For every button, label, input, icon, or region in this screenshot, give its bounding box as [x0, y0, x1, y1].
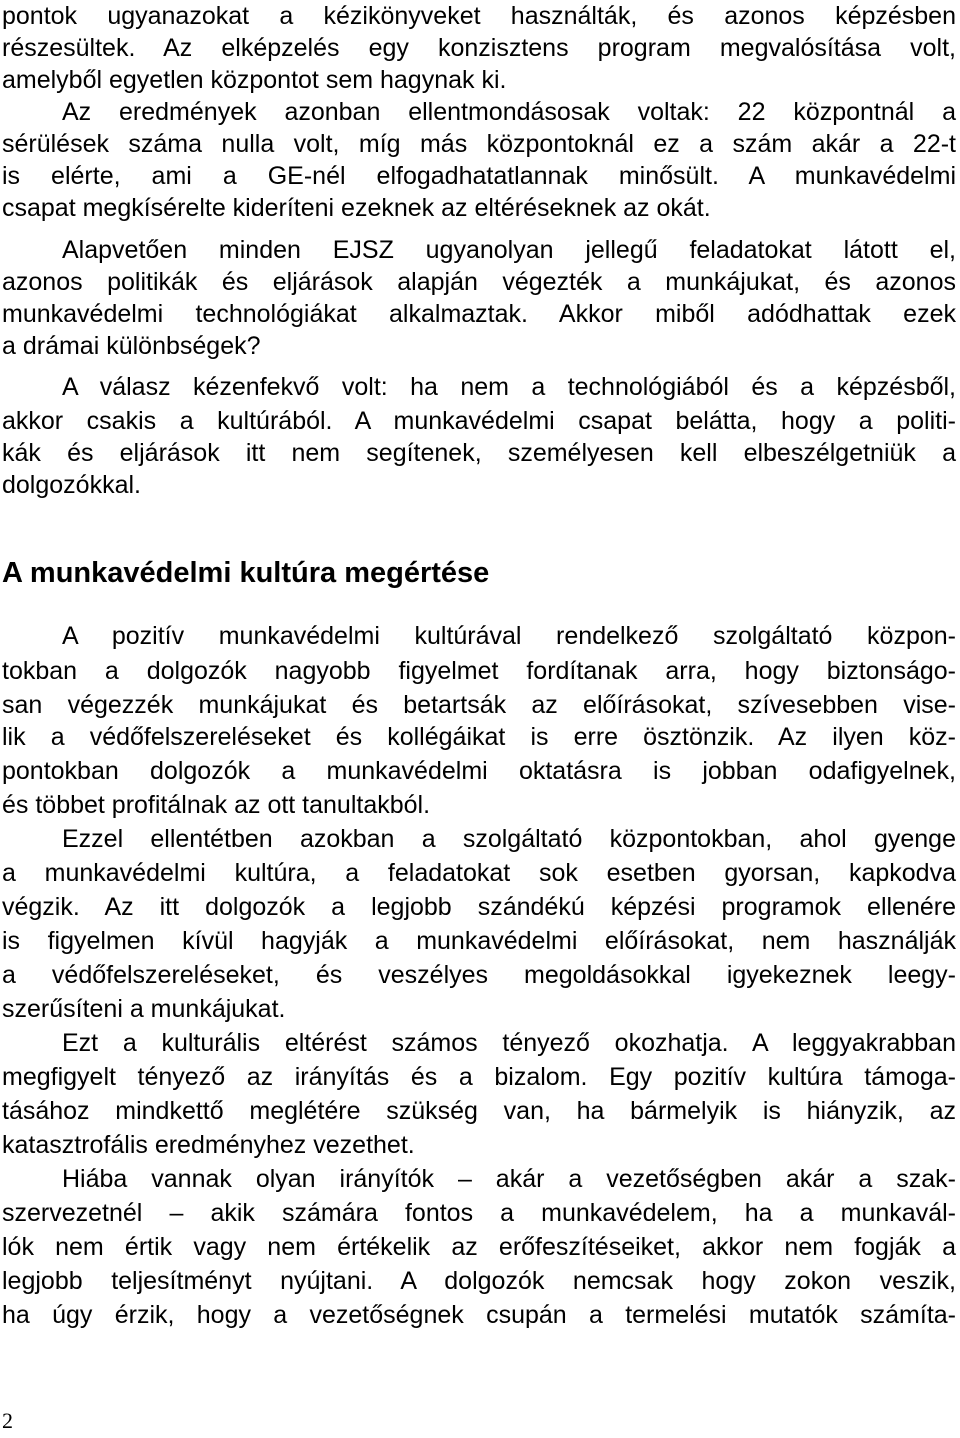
body-text-line: akkor csakis a kultúrából. A munkavédelmi csapat belátta, hogy a politi- [2, 407, 956, 435]
body-text-line: lik a védőfelszereléseket és kollégáikat is erre ösztönzik. Az ilyen köz- [2, 723, 956, 751]
body-text-line: Alapvetően minden EJSZ ugyanolyan jellegű feladatokat látott el, [62, 236, 956, 264]
body-text-line: is figyelmen kívül hagyják a munkavédelmi előírásokat, nem használják [2, 927, 956, 955]
body-text-line: legjobb teljesítményt nyújtani. A dolgozók nemcsak hogy zokon veszik, [2, 1267, 956, 1295]
body-text-line: Ezt a kulturális eltérést számos tényező okozhatja. A leggyakrabban [62, 1029, 956, 1057]
body-text-line: san végezzék munkájukat és betartsák az előírásokat, szívesebben vise- [2, 691, 956, 719]
body-text-line: sérülések száma nulla volt, míg más központoknál ez a szám akár a 22-t [2, 130, 956, 158]
body-text-line: Hiába vannak olyan irányítók – akár a vezetőségben akár a szak- [62, 1165, 956, 1193]
body-text-line: a drámai különbségek? [2, 332, 261, 360]
body-text-line: munkavédelmi technológiákat alkalmaztak. Akkor miből adódhattak ezek [2, 300, 956, 328]
section-heading: A munkavédelmi kultúra megértése [2, 557, 490, 589]
body-text-line: részesültek. Az elképzelés egy konzisztens program megvalósítása volt, [2, 34, 956, 62]
body-text-line: pontok ugyanazokat a kézikönyveket használták, és azonos képzésben [2, 2, 956, 30]
body-text-line: szervezetnél – akik számára fontos a munkavédelem, ha a munkavál- [2, 1199, 956, 1227]
body-text-line: tásához mindkettő meglétére szükség van, ha bármelyik is hiányzik, az [2, 1097, 956, 1125]
body-text-line: megfigyelt tényező az irányítás és a bizalom. Egy pozitív kultúra támoga- [2, 1063, 956, 1091]
body-text-line: a munkavédelmi kultúra, a feladatokat sok esetben gyorsan, kapkodva [2, 859, 956, 887]
body-text-line: csapat megkísérelte kideríteni ezeknek az eltéréseknek az okát. [2, 194, 711, 222]
body-text-line: lók nem értik vagy nem értékelik az erőfeszítéseiket, akkor nem fogják a [2, 1233, 956, 1261]
body-text-line: is elérte, ami a GE-nél elfogadhatatlannak minősült. A munkavédelmi [2, 162, 956, 190]
body-text-line: A pozitív munkavédelmi kultúrával rendelkező szolgáltató közpon- [62, 622, 956, 650]
body-text-line: tokban a dolgozók nagyobb figyelmet fordítanak arra, hogy biztonságo- [2, 657, 956, 685]
body-text-line: Ezzel ellentétben azokban a szolgáltató központokban, ahol gyenge [62, 825, 956, 853]
body-text-line: A válasz kézenfekvő volt: ha nem a technológiából és a képzésből, [62, 373, 956, 401]
body-text-line: a védőfelszereléseket, és veszélyes megoldásokkal igyekeznek leegy- [2, 961, 956, 989]
body-text-line: katasztrofális eredményhez vezethet. [2, 1131, 415, 1159]
body-text-line: pontokban dolgozók a munkavédelmi oktatásra is jobban odafigyelnek, [2, 757, 956, 785]
body-text-line: szerűsíteni a munkájukat. [2, 995, 286, 1023]
body-text-line: Az eredmények azonban ellentmondásosak voltak: 22 központnál a [62, 98, 956, 126]
body-text-line: és többet profitálnak az ott tanultakból. [2, 791, 431, 819]
body-text-line: amelyből egyetlen központot sem hagynak ki. [2, 66, 507, 94]
body-text-line: ha úgy érzik, hogy a vezetőségnek csupán a termelési mutatók számíta- [2, 1301, 956, 1329]
body-text-line: végzik. Az itt dolgozók a legjobb szándékú képzési programok ellenére [2, 893, 956, 921]
body-text-line: kák és eljárások itt nem segítenek, személyesen kell elbeszélgetniük a [2, 439, 956, 467]
body-text-line: azonos politikák és eljárások alapján végezték a munkájukat, és azonos [2, 268, 956, 296]
body-text-line: dolgozókkal. [2, 471, 141, 499]
page-number: 2 [2, 1408, 13, 1433]
